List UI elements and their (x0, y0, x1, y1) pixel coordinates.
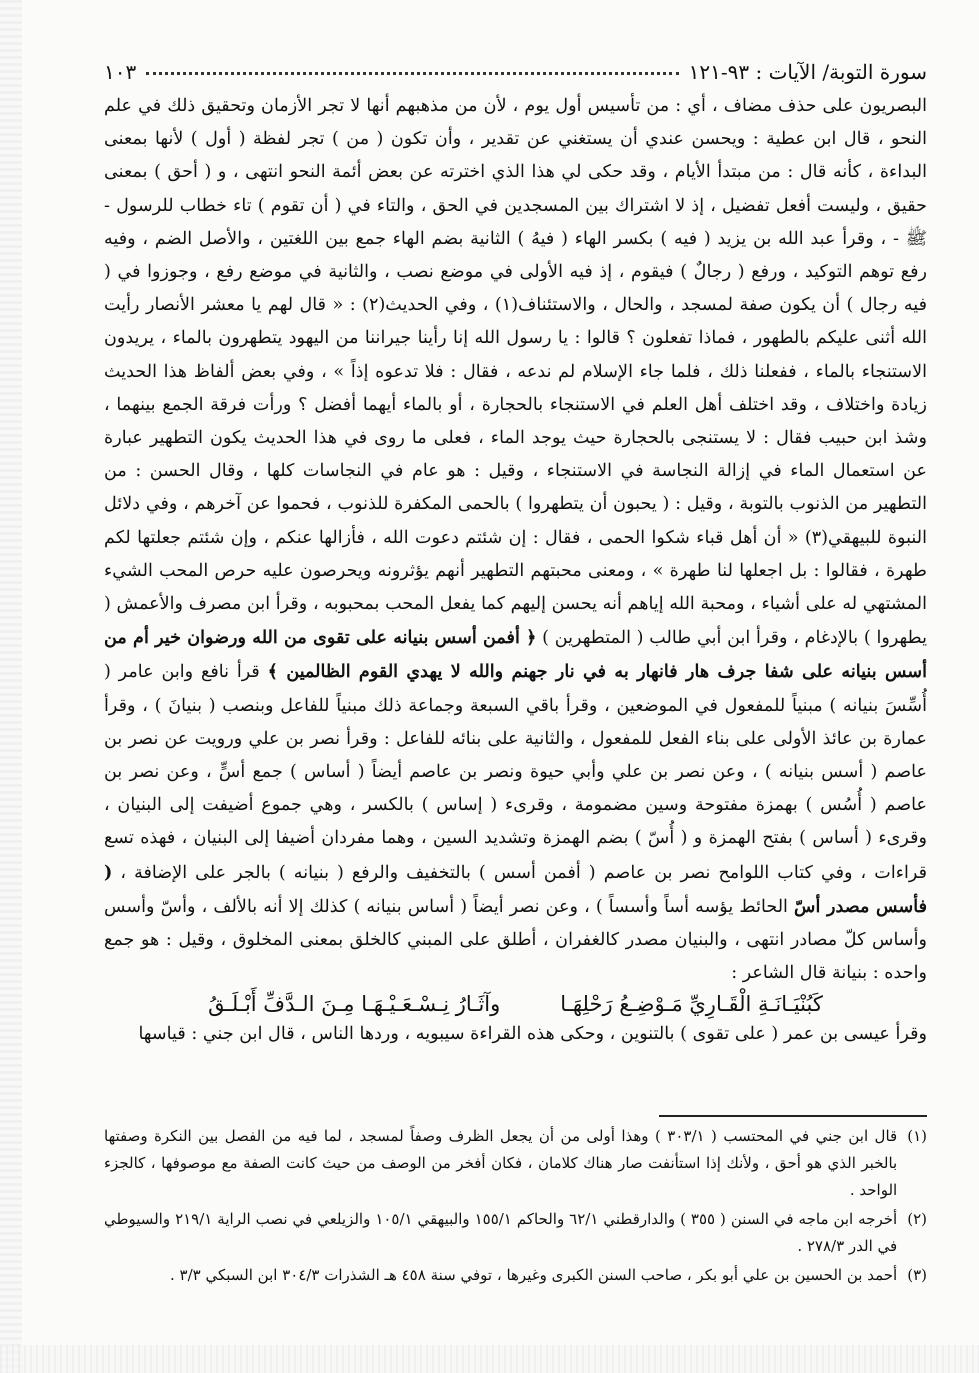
poem-hemistich-second: وآثَـارُ نِـسْـعَـيْـهَـا مِـنَ الـدَّفِّ أَبْـلَـقُ (208, 992, 501, 1016)
page-number: ١٠٣ (104, 60, 137, 84)
running-header (104, 60, 927, 84)
continuation-line: وقرأ عيسى بن عمر ( على تقوى ) بالتنوين ، وحكى هذه القراءة سيبويه ، وردها الناس ، قال ابن جني : قياسها (138, 1024, 927, 1044)
footnotes (104, 1123, 927, 1289)
footnote-text: أخرجه ابن ماجه في السنن ( ٣٥٥ ) والدارقطني ٦٢/١ والحاكم ١٥٥/١ والبيهقي ١٠٥/١ والزيلعي في نصب الراية ٢١٩/١ والسيوطي في الدر ٢٧٨/٣ . (104, 1210, 898, 1255)
header-dot-leader (146, 72, 678, 75)
body-part-2: قرأ نافع وابن عامر ( أُسِّسَ بنيانه ) مبنياً للمفعول في الموضعين ، وقرأ باقي السبعة وجماعة ذلك مبنياً للفاعل وبنصب ( بنيانَ ) ، وقرأ عمارة بن عائذ الأولى على بناء الفعل للمفعول ، والثانية على بنائه للفاعل : وقرأ نصر بن علي ورويت عن نصر بن عاصم ( أسس بنيانه ) ، وعن نصر بن علي وأبي حيوة ونصر بن عاصم أيضاً ( أساس ) جمع أسٍّ ، وعن نصر بن عاصم ( أُسُس ) بهمزة مفتوحة وسين مضمومة ، وقرىء ( إساس ) بالكسر ، وهي جموع أضيفت إلى البنيان ، وقرىء ( أساس ) بفتح الهمزة و ( أُسّ ) بضم الهمزة وتشديد السين ، وهما مفردان أضيفا إلى البنيان ، فهذه تسع قراءات ، وفي كتاب اللوامح نصر بن عاصم ( أفمن أسس ) بالتخفيف والرفع ( بنيانه ) بالجر على الإضافة ، (104, 662, 927, 883)
footnote-separator (659, 1115, 927, 1117)
footnote-number: (١) (907, 1127, 927, 1145)
footnote (104, 1206, 927, 1260)
body-part-1: البصريون على حذف مضاف ، أي : من تأسيس أول يوم ، لأن من مذهبهم أنها لا تجر الأزمان وتحقيق ذلك في علم النحو ، قال ابن عطية : ويحسن عندي أن يستغني عن تقدير ، وأن تكون ( من ) تجر لفظة ( أول ) لأنها بمعنى البداءة ، كأنه قال : من مبتدأ الأيام ، وقد حكى لي هذا الذي اخترته عن بعض أئمة النحو انتهى ، و ( أحق ) بمعنى حقيق ، وليست أفعل تفضيل ، إذ لا اشتراك بين المسجدين في الحق ، والتاء في ( أن تقوم ) تاء خطاب للرسول - ﷺ - ، وقرأ عبد الله بن يزيد ( فيه ) بكسر الهاء ( فيهُ ) الثانية بضم الهاء جمع بين اللغتين ، والأصل الضم ، وفيه رفع توهم التوكيد ، ورفع ( رجالٌ ) فيقوم ، إذ فيه الأولى في موضع نصب ، والثانية في موضع رفع ، وجوزوا في ( فيه رجال ) أن يكون صفة لمسجد ، والحال ، والاستئناف(١) ، وفي الحديث(٢) : « قال لهم يا معشر الأنصار رأيت الله أثنى عليكم بالطهور ، فماذا تفعلون ؟ قالوا : يا رسول الله إنا رأينا جيراننا من اليهود يتطهرون بالماء ، يريدون الاستنجاء بالماء ، ففعلنا ذلك ، فلما جاء الإسلام لم ندعه ، فقال : فلا تدعوه إذاً » ، وفي بعض ألفاظ هذا الحديث زيادة واختلاف ، وقد اختلف أهل العلم في الاستنجاء بالحجارة ، أو بالماء أيهما أفضل ؟ ورأت فرقة الجمع بينهما ، وشذ ابن حبيب فقال : لا يستنجى بالحجارة حيث يوجد الماء ، فعلى ما روى في هذا الحديث يكون التطهير عبارة عن استعمال الماء في إزالة النجاسة في الاستنجاء ، وقيل : هو عام في النجاسات كلها ، وقال الحسن : من التطهير من الذنوب بالتوبة ، وقيل : ( يحبون أن يتطهروا ) بالحمى المكفرة للذنوب ، فحموا عن آخرهم ، وفي دلائل النبوة للبيهقي(٣) « أن أهل قباء شكوا الحمى ، فقال : إن شئتم دعوت الله ، فأزالها عنكم ، وإن شئتم جعلتها لكم طهرة ، فقالوا : بل اجعلها لنا طهرة » ، ومعنى محبتهم التطهير أنهم يؤثرونه ويحرصون عليه حرص المحب الشيء المشتهي له على أشياء ، ومحبة الله إياهم أنه يحسن إليهم كما يفعل المحب بمحبوبه ، وقرأ ابن مصرف والأعمش ( يطهروا ) بالإدغام ، وقرأ ابن أبي طالب ( المتطهرين ) (104, 96, 927, 649)
main-paragraph (104, 90, 927, 986)
footnote-text: أحمد بن الحسين بن علي أبو بكر ، صاحب السنن الكبرى وغيرها ، توفي سنة ٤٥٨ هـ الشذرات ٣٠٤/٣ ابن السبكي ٣/٣ . (169, 1266, 898, 1284)
footnote-number: (٣) (907, 1266, 927, 1284)
footnote (104, 1262, 927, 1289)
body-part-3: الحائط يؤسه أساً وأسساً ) ، وعن نصر أيضاً ( أساس بنيانه ) كذلك إلا أنه بالألف ، وأسّ وأسس وأساس كلّ مصادر انتهى ، والبنيان مصدر كالغفران ، أطلق على المبني كالخلق بمعنى المخلوق ، وقيل : هو جمع واحده : بنيانة قال الشاعر : (104, 896, 927, 984)
poem-verse (104, 992, 927, 1016)
footnote-text: قال ابن جني في المحتسب ( ٣٠٣/١ ) وهذا أولى من أن يجعل الظرف وصفاً لمسجد ، لما فيه من الفصل بين النكرة وصفتها بالخبر الذي هو أحق ، ولأنك إذا استأنفت صار هناك كلامان ، فكان أفخر من الوصف من حيث كانت الصفة مع موصوفها ، كالجزء الواحد . (104, 1127, 898, 1199)
scan-edge-left (0, 0, 22, 1373)
bold-phrase: ( فأسس مصدر أسّ (104, 861, 927, 917)
quran-verse: ﴿ أفمن أسس بنيانه على تقوى من الله ورضوان خير أم من أسس بنيانه على شفا جرف هار فانهار به في نار جهنم والله لا يهدي القوم الظالمين ﴾ (104, 627, 927, 683)
main-text (104, 90, 927, 986)
scan-edge-bottom (0, 1345, 979, 1373)
footnote-number: (٢) (907, 1210, 927, 1228)
header-title: سورة التوبة/ الآيات : ٩٣-١٢١ (688, 60, 927, 84)
poem-hemistich-first: كَبُنْيَـانَـةِ الْقَـارِيِّ مَـوْضِـعُ رَحْلِهَـا (560, 992, 823, 1016)
footnote (104, 1123, 927, 1204)
